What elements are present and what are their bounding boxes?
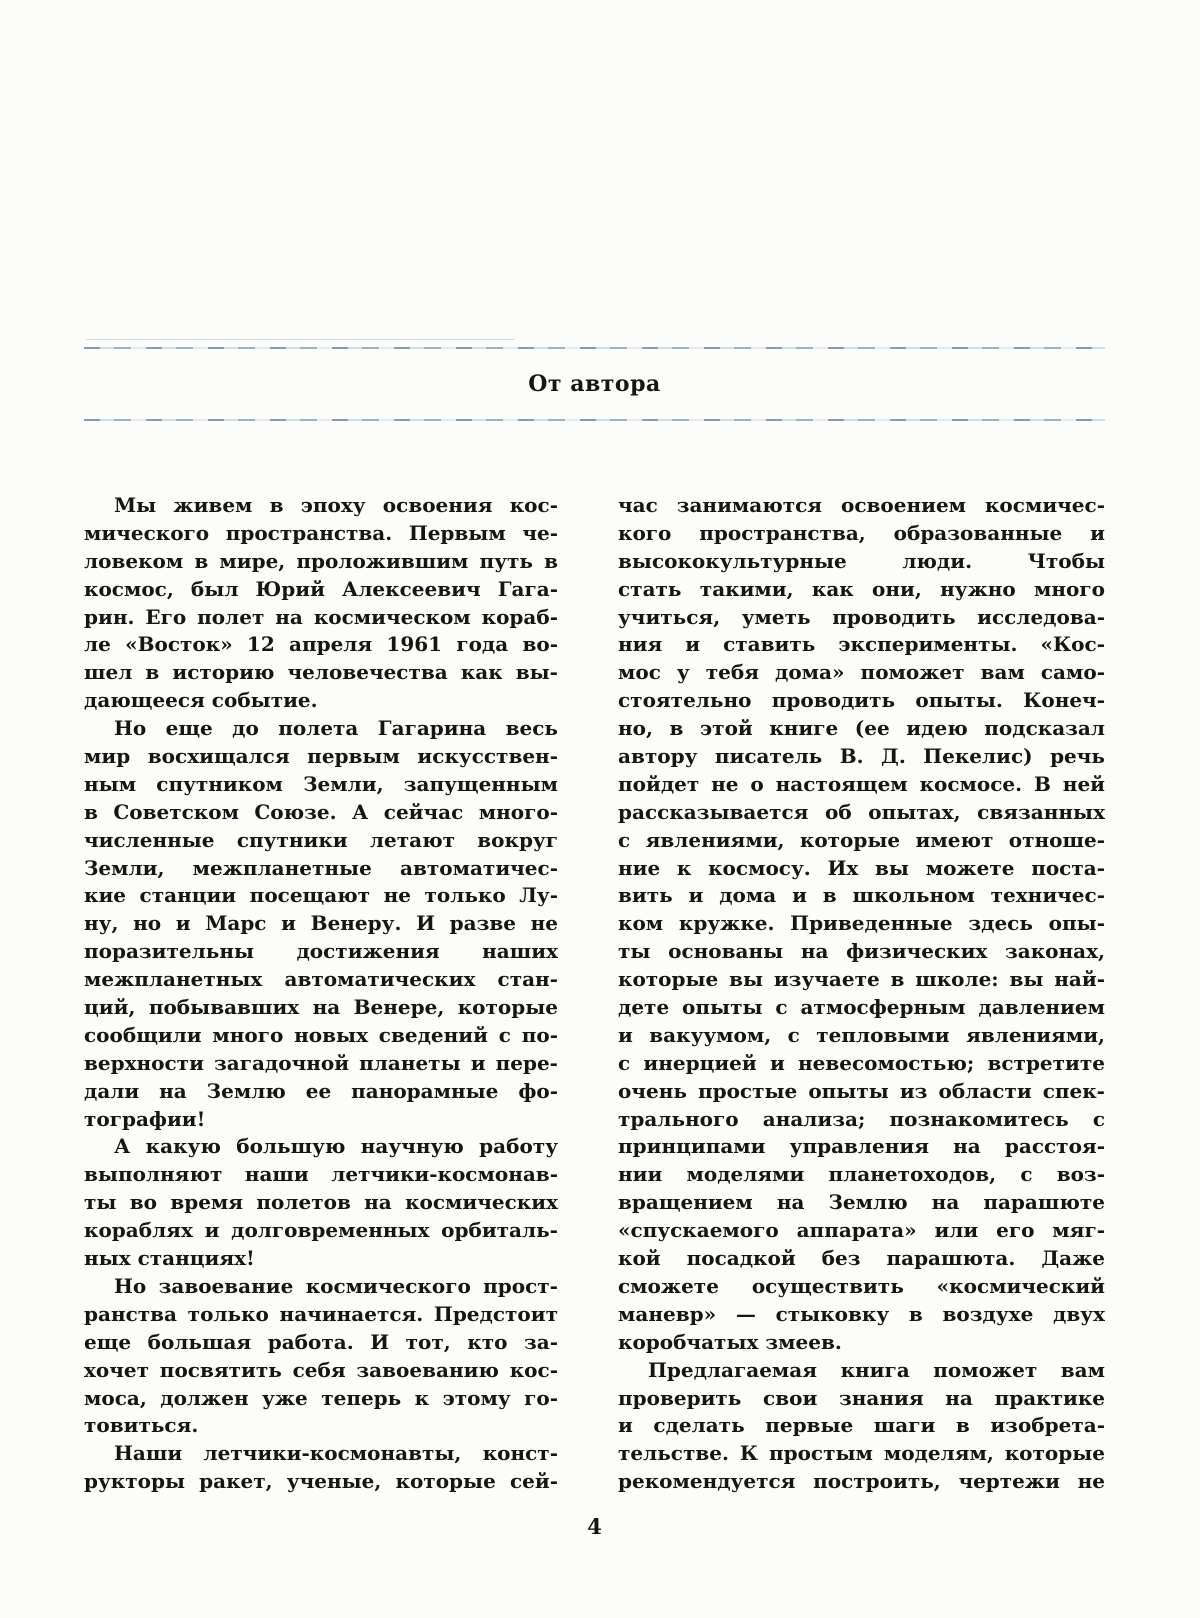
text-line: с инерцией и невесомостью; встретите [618, 1050, 1105, 1075]
text-line: Мы живем в эпоху освоения кос- [114, 493, 558, 517]
section-title: От автора [528, 371, 661, 397]
text-line: и вакуумом, с тепловыми явлениями, [618, 1022, 1105, 1047]
text-line: ние к космосу. Их вы можете поста- [618, 855, 1105, 880]
text-line: вить и дома и в школьном техничес- [618, 883, 1105, 908]
text-line: ранства только начинается. Предстоит [84, 1301, 558, 1326]
text-line: кие станции посещают не только Лу- [84, 883, 558, 908]
text-line: пойдет не о настоящем космосе. В ней [618, 771, 1105, 796]
text-line: стать такими, как они, нужно много [618, 576, 1105, 601]
text-line: сможете осуществить «космический [618, 1273, 1105, 1298]
text-line: учиться, уметь проводить исследова- [618, 604, 1105, 629]
text-line: А какую большую научную работу [114, 1134, 558, 1159]
text-line: межпланетных автоматических стан- [84, 967, 558, 992]
text-line: дали на Землю ее панорамные фо- [84, 1078, 558, 1103]
text-line: численные спутники летают вокруг [84, 827, 558, 852]
text-line: ния и ставить эксперименты. «Кос- [618, 632, 1105, 657]
paragraph [84, 492, 558, 715]
text-line: поразительны достижения наших [84, 939, 558, 964]
text-line: шел в историю человечества как вы- [84, 660, 558, 685]
text-line: в Советском Союзе. А сейчас много- [84, 799, 558, 824]
text-line: стоятельно проводить опыты. Конеч- [618, 688, 1105, 713]
text-line: с явлениями, которые имеют отноше- [618, 827, 1105, 852]
text-line: и сделать первые шаги в изобрета- [618, 1413, 1105, 1438]
text-line: Но завоевание космического прост- [114, 1273, 558, 1298]
text-line: мир восхищался первым искусствен- [84, 744, 558, 769]
text-line: тельстве. К простым моделям, которые [618, 1441, 1105, 1466]
text-line: кой посадкой без парашюта. Даже [618, 1246, 1105, 1271]
paragraph [84, 1133, 558, 1272]
text-line: Земли, межпланетные автоматичес- [84, 855, 558, 880]
page-number: 4 [587, 1514, 602, 1539]
paragraph [618, 492, 1105, 1357]
text-line: Предлагаемая книга поможет вам [648, 1357, 1105, 1382]
heading-rule-top [84, 347, 1105, 349]
text-line: коробчатых змеев. [618, 1329, 842, 1354]
text-line: дете опыты с атмосферным давлением [618, 995, 1105, 1020]
text-line: хочет посвятить себя завоеванию кос- [84, 1357, 558, 1382]
text-line: ле «Восток» 12 апреля 1961 года во- [84, 632, 558, 657]
text-line: дающееся событие. [84, 688, 318, 713]
text-line: которые вы изучаете в школе: вы най- [618, 967, 1105, 992]
left-column [84, 492, 558, 1496]
text-line: верхности загадочной планеты и пере- [84, 1050, 558, 1075]
text-line: ций, побывавших на Венере, которые [84, 995, 558, 1020]
text-line: высококультурные люди. Чтобы [618, 548, 1105, 573]
text-line: нии моделями планетоходов, с воз- [618, 1162, 1105, 1187]
text-line: очень простые опыты из области спек- [618, 1078, 1105, 1103]
text-line: но, в этой книге (ее идею подсказал [618, 716, 1105, 741]
text-line: сообщили много новых сведений с по- [84, 1022, 558, 1047]
text-line: ным спутником Земли, запущенным [84, 771, 558, 796]
text-line: рукторы ракет, ученые, которые сей- [84, 1469, 558, 1494]
two-column-text-block [84, 492, 1105, 1496]
text-line: ты основаны на физических законах, [618, 939, 1105, 964]
paragraph [84, 1273, 558, 1440]
heading-rule-bottom [84, 419, 1105, 421]
text-line: вращением на Землю на парашюте [618, 1190, 1105, 1215]
text-line: трального анализа; познакомитесь с [618, 1106, 1105, 1131]
text-line: моса, должен уже теперь к этому го- [84, 1385, 558, 1410]
text-line: кого пространства, образованные и [618, 520, 1105, 545]
text-line: маневр» — стыковку в воздухе двух [618, 1301, 1105, 1326]
text-line: рассказывается об опытах, связанных [618, 799, 1105, 824]
text-line: рин. Его полет на космическом кораб- [84, 604, 558, 629]
paragraph [618, 1357, 1105, 1496]
text-line: еще большая работа. И тот, кто за- [84, 1329, 558, 1354]
text-line: космос, был Юрий Алексеевич Гага- [84, 576, 558, 601]
text-line: кораблях и долговременных орбиталь- [84, 1218, 558, 1243]
text-line: «спускаемого аппарата» или его мяг- [618, 1218, 1105, 1243]
text-line: автору писатель В. Д. Пекелис) речь [618, 744, 1105, 769]
text-line: рекомендуется построить, чертежи не [618, 1469, 1105, 1494]
paragraph [84, 715, 558, 1133]
text-line: товиться. [84, 1413, 199, 1438]
text-line: выполняют наши летчики-космонав- [84, 1162, 558, 1187]
text-line: ну, но и Марс и Венеру. И разве не [84, 911, 558, 936]
text-line: Но еще до полета Гагарина весь [114, 716, 558, 741]
right-column [618, 492, 1105, 1496]
text-line: мического пространства. Первым че- [84, 520, 558, 545]
text-line: проверить свои знания на практике [618, 1385, 1105, 1410]
paragraph [84, 1440, 558, 1496]
text-line: Наши летчики-космонавты, конст- [114, 1441, 558, 1466]
text-line: мос у тебя дома» поможет вам само- [618, 660, 1105, 685]
text-line: принципами управления на расстоя- [618, 1134, 1105, 1159]
text-line: час занимаются освоением космичес- [618, 493, 1105, 517]
text-line: ловеком в мире, проложившим путь в [84, 548, 558, 573]
text-line: ком кружке. Приведенные здесь опы- [618, 911, 1105, 936]
text-line: ты во время полетов на космических [84, 1190, 558, 1215]
text-line: ных станциях! [84, 1246, 255, 1271]
text-line: тографии! [84, 1106, 206, 1131]
